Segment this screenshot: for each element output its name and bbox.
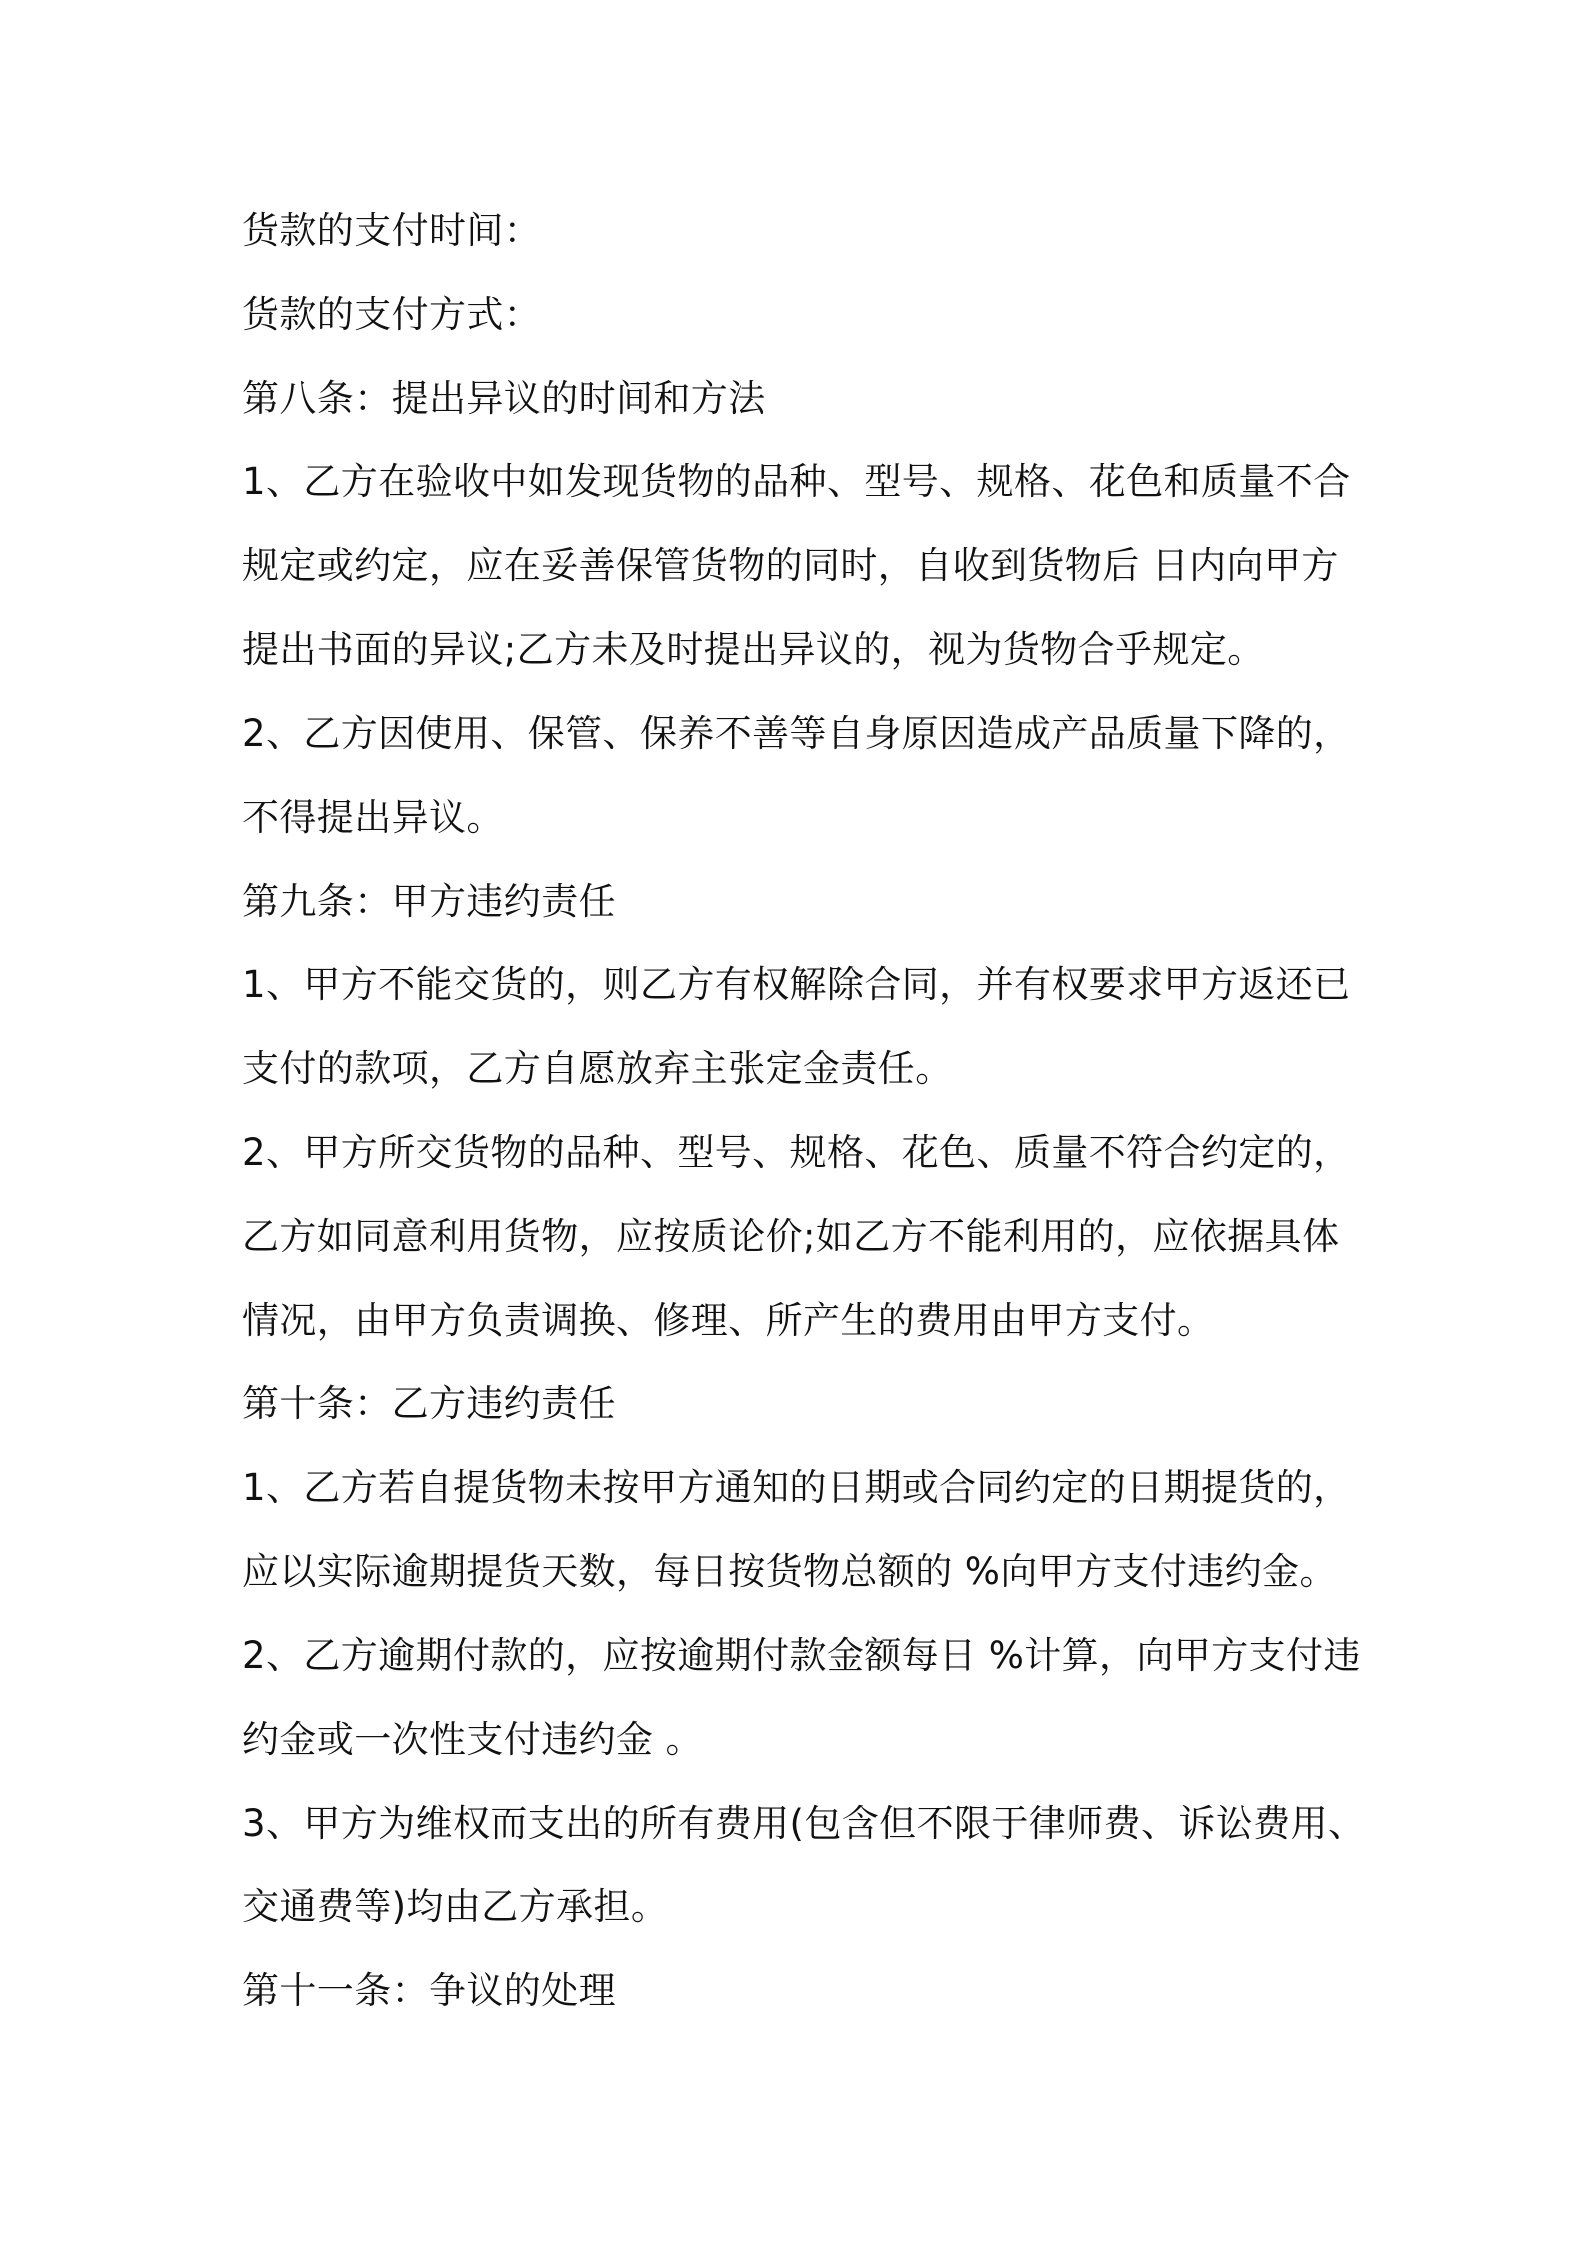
article-10-clause-3-line: 3、甲方为维权而支出的所有费用(包含但不限于律师费、诉讼费用、: [242, 1802, 1366, 1845]
article-10-heading: 第十条：乙方违约责任: [242, 1382, 616, 1425]
article-10-clause-2-line: 约金或一次性支付违约金 。: [242, 1718, 703, 1761]
article-9-clause-1-line: 1、甲方不能交货的，则乙方有权解除合同，并有权要求甲方返还已: [242, 963, 1351, 1006]
article-8-heading: 第八条：提出异议的时间和方法: [242, 377, 766, 420]
article-8-clause-2-line: 不得提出异议。: [242, 796, 504, 839]
article-9-clause-2-line: 情况，由甲方负责调换、修理、所产生的费用由甲方支付。: [242, 1299, 1215, 1342]
article-9-heading: 第九条：甲方违约责任: [242, 880, 616, 923]
article-11-heading: 第十一条：争议的处理: [242, 1969, 616, 2012]
article-10-clause-1-line: 应以实际逾期提货天数，每日按货物总额的 %向甲方支付违约金。: [242, 1550, 1337, 1593]
article-10-clause-2-line: 2、乙方逾期付款的，应按逾期付款金额每日 %计算，向甲方支付违: [242, 1634, 1361, 1677]
article-8-clause-1-line: 规定或约定，应在妥善保管货物的同时，自收到货物后 日内向甲方: [242, 544, 1339, 587]
article-8-clause-1-line: 1、乙方在验收中如发现货物的品种、型号、规格、花色和质量不合: [242, 460, 1351, 503]
article-9-clause-2-line: 乙方如同意利用货物，应按质论价;如乙方不能利用的，应依据具体: [242, 1215, 1340, 1258]
payment-method-label: 货款的支付方式：: [242, 293, 542, 336]
article-9-clause-1-line: 支付的款项，乙方自愿放弃主张定金责任。: [242, 1047, 953, 1090]
article-10-clause-3-line: 交通费等)均由乙方承担。: [242, 1885, 669, 1928]
article-10-clause-1-line: 1、乙方若自提货物未按甲方通知的日期或合同约定的日期提货的，: [242, 1466, 1351, 1509]
payment-time-label: 货款的支付时间：: [242, 209, 542, 252]
article-8-clause-2-line: 2、乙方因使用、保管、保养不善等自身原因造成产品质量下降的，: [242, 712, 1351, 755]
article-8-clause-1-line: 提出书面的异议;乙方未及时提出异议的，视为货物合乎规定。: [242, 628, 1265, 671]
article-9-clause-2-line: 2、甲方所交货物的品种、型号、规格、花色、质量不符合约定的，: [242, 1131, 1351, 1174]
